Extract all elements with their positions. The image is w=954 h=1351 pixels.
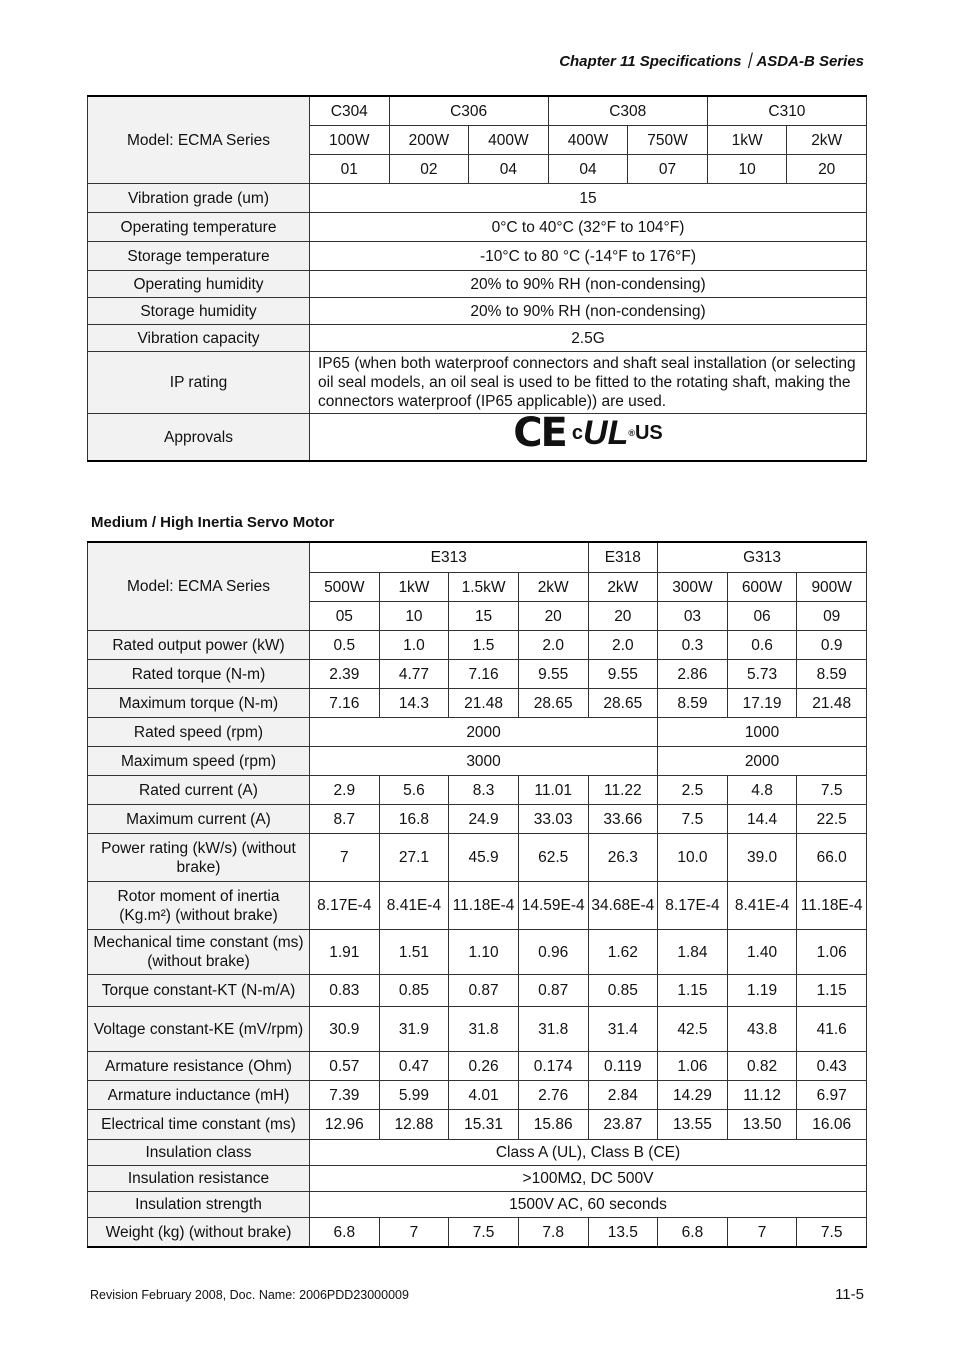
row-label: Rated output power (kW) xyxy=(88,631,310,660)
value-cell: 1.06 xyxy=(658,1052,728,1081)
value-cell: 2.5 xyxy=(658,776,728,805)
code-cell: 02 xyxy=(389,155,469,184)
power-cell: 400W xyxy=(548,126,628,155)
section-title: Medium / High Inertia Servo Motor xyxy=(91,514,335,531)
value-cell: 41.6 xyxy=(797,1007,867,1052)
table-row xyxy=(88,1192,867,1218)
code-cell: 03 xyxy=(658,602,728,631)
row-value: 20% to 90% RH (non-condensing) xyxy=(310,271,867,298)
value-cell: 1.19 xyxy=(727,975,797,1007)
value-cell: 1.15 xyxy=(797,975,867,1007)
value-cell: 1.5 xyxy=(449,631,519,660)
value-cell: 0.96 xyxy=(518,930,588,975)
row-label: Storage temperature xyxy=(88,242,310,271)
value-cell: 14.59E-4 xyxy=(518,882,588,930)
value-cell: 4.8 xyxy=(727,776,797,805)
value-cell: 7.5 xyxy=(797,776,867,805)
row-label: Insulation resistance xyxy=(88,1166,310,1192)
row-value: 0°C to 40°C (32°F to 104°F) xyxy=(310,213,867,242)
value-cell: 15.86 xyxy=(518,1110,588,1140)
value-cell: 28.65 xyxy=(518,689,588,718)
value-cell: 6.97 xyxy=(797,1081,867,1110)
value-cell: 16.06 xyxy=(797,1110,867,1140)
table-row xyxy=(88,631,867,660)
value-cell: 1000 xyxy=(658,718,867,747)
table-row xyxy=(88,1081,867,1110)
value-cell: 8.41E-4 xyxy=(727,882,797,930)
row-label: Rotor moment of inertia (Kg.m²) (without brake) xyxy=(88,882,310,930)
value-cell: 1.84 xyxy=(658,930,728,975)
value-cell: 1.0 xyxy=(379,631,449,660)
table-row xyxy=(88,213,867,242)
value-cell: 5.73 xyxy=(727,660,797,689)
value-cell: 8.59 xyxy=(797,660,867,689)
row-label: Maximum current (A) xyxy=(88,805,310,834)
page-number: 11-5 xyxy=(835,1286,864,1303)
power-cell: 1.5kW xyxy=(449,573,519,602)
row-label: Insulation strength xyxy=(88,1192,310,1218)
table-row xyxy=(88,689,867,718)
approvals-marks xyxy=(310,409,867,462)
table-row xyxy=(88,352,867,414)
table-row xyxy=(88,660,867,689)
value-cell: 8.41E-4 xyxy=(379,882,449,930)
table-row xyxy=(88,242,867,271)
code-cell: 04 xyxy=(548,155,628,184)
value-cell: 9.55 xyxy=(518,660,588,689)
value-cell: 7.5 xyxy=(658,805,728,834)
group-header: G313 xyxy=(658,542,867,573)
value-cell: 1.40 xyxy=(727,930,797,975)
value-cell: 12.96 xyxy=(310,1110,380,1140)
value-cell: 27.1 xyxy=(379,834,449,882)
group-header: C306 xyxy=(389,96,548,126)
value-cell: 31.8 xyxy=(449,1007,519,1052)
value-cell: 39.0 xyxy=(727,834,797,882)
power-cell: 100W xyxy=(310,126,390,155)
row-label: Armature resistance (Ohm) xyxy=(88,1052,310,1081)
value-cell: 0.5 xyxy=(310,631,380,660)
table-row xyxy=(88,718,867,747)
row-label: Rated current (A) xyxy=(88,776,310,805)
power-cell: 1kW xyxy=(707,126,787,155)
value-cell: 2000 xyxy=(658,747,867,776)
value-cell: 2.84 xyxy=(588,1081,658,1110)
row-value: -10°C to 80 °C (-14°F to 176°F) xyxy=(310,242,867,271)
value-cell: 21.48 xyxy=(797,689,867,718)
group-header: C310 xyxy=(707,96,866,126)
power-cell: 900W xyxy=(797,573,867,602)
table-row xyxy=(88,1110,867,1140)
value-cell: 2.0 xyxy=(588,631,658,660)
value-cell: 0.57 xyxy=(310,1052,380,1081)
row-label: Armature inductance (mH) xyxy=(88,1081,310,1110)
power-cell: 600W xyxy=(727,573,797,602)
table-row xyxy=(88,298,867,325)
value-cell: 7 xyxy=(379,1218,449,1248)
model-label: Model: ECMA Series xyxy=(88,542,310,631)
value-cell: 1.10 xyxy=(449,930,519,975)
value-cell: 8.17E-4 xyxy=(310,882,380,930)
row-value: IP65 (when both waterproof connectors and shaft seal installation (or selecting oil seal models, an oil seal is used to be fitted to the rotating shaft, making the connectors waterproof (IP65 applicable)) are used. xyxy=(310,352,867,414)
value-cell: 31.8 xyxy=(518,1007,588,1052)
value-cell: 34.68E-4 xyxy=(588,882,658,930)
code-cell: 15 xyxy=(449,602,519,631)
code-cell: 10 xyxy=(379,602,449,631)
code-cell: 05 xyxy=(310,602,380,631)
header-row-groups xyxy=(88,96,867,126)
value-cell: 13.50 xyxy=(727,1110,797,1140)
value-cell: 24.9 xyxy=(449,805,519,834)
value-cell: 22.5 xyxy=(797,805,867,834)
value-cell: 1500V AC, 60 seconds xyxy=(310,1192,867,1218)
value-cell: 33.03 xyxy=(518,805,588,834)
power-cell: 500W xyxy=(310,573,380,602)
table-row xyxy=(88,1140,867,1166)
power-cell: 300W xyxy=(658,573,728,602)
group-header: E318 xyxy=(588,542,658,573)
value-cell: 7.5 xyxy=(449,1218,519,1248)
value-cell: 28.65 xyxy=(588,689,658,718)
value-cell: 4.77 xyxy=(379,660,449,689)
value-cell: 1.51 xyxy=(379,930,449,975)
value-cell: 9.55 xyxy=(588,660,658,689)
table-row xyxy=(88,1166,867,1192)
value-cell: 1.15 xyxy=(658,975,728,1007)
row-label: IP rating xyxy=(88,352,310,414)
table-row xyxy=(88,805,867,834)
approvals-row xyxy=(88,414,867,462)
cul-us-mark-logo: c UL ® US xyxy=(571,413,663,452)
value-cell: 14.3 xyxy=(379,689,449,718)
value-cell: 0.26 xyxy=(449,1052,519,1081)
table-row xyxy=(88,325,867,352)
value-cell: 2000 xyxy=(310,718,658,747)
value-cell: 7 xyxy=(727,1218,797,1248)
power-cell: 200W xyxy=(389,126,469,155)
row-label: Vibration grade (um) xyxy=(88,184,310,213)
value-cell: Class A (UL), Class B (CE) xyxy=(310,1140,867,1166)
value-cell: 2.39 xyxy=(310,660,380,689)
value-cell: 2.9 xyxy=(310,776,380,805)
value-cell: 7.5 xyxy=(797,1218,867,1248)
value-cell: 1.06 xyxy=(797,930,867,975)
value-cell: 7.16 xyxy=(310,689,380,718)
power-cell: 2kW xyxy=(518,573,588,602)
value-cell: 11.18E-4 xyxy=(449,882,519,930)
value-cell: 23.87 xyxy=(588,1110,658,1140)
value-cell: 0.9 xyxy=(797,631,867,660)
value-cell: 16.8 xyxy=(379,805,449,834)
code-cell: 10 xyxy=(707,155,787,184)
table-row xyxy=(88,1052,867,1081)
value-cell: 0.82 xyxy=(727,1052,797,1081)
row-label: Vibration capacity xyxy=(88,325,310,352)
row-label: Maximum speed (rpm) xyxy=(88,747,310,776)
chapter-header: Chapter 11 Specifications｜ASDA-B Series xyxy=(559,53,864,70)
value-cell: 2.0 xyxy=(518,631,588,660)
table-row xyxy=(88,834,867,882)
group-header: C308 xyxy=(548,96,707,126)
table-row xyxy=(88,184,867,213)
weight-row xyxy=(88,1218,867,1248)
value-cell: 14.4 xyxy=(727,805,797,834)
value-cell: 11.18E-4 xyxy=(797,882,867,930)
code-cell: 04 xyxy=(469,155,549,184)
value-cell: 45.9 xyxy=(449,834,519,882)
value-cell: 4.01 xyxy=(449,1081,519,1110)
table-row xyxy=(88,930,867,975)
code-cell: 09 xyxy=(797,602,867,631)
value-cell: 13.5 xyxy=(588,1218,658,1248)
value-cell: 0.87 xyxy=(518,975,588,1007)
value-cell: 31.9 xyxy=(379,1007,449,1052)
power-cell: 2kW xyxy=(588,573,658,602)
row-label: Operating humidity xyxy=(88,271,310,298)
value-cell: 33.66 xyxy=(588,805,658,834)
value-cell: 21.48 xyxy=(449,689,519,718)
header-row-groups xyxy=(88,542,867,573)
value-cell: 0.119 xyxy=(588,1052,658,1081)
value-cell: 7 xyxy=(310,834,380,882)
code-cell: 20 xyxy=(787,155,867,184)
value-cell: 17.19 xyxy=(727,689,797,718)
footer-revision: Revision February 2008, Doc. Name: 2006PDD23000009 xyxy=(90,1288,409,1302)
value-cell: 14.29 xyxy=(658,1081,728,1110)
group-header: C304 xyxy=(310,96,390,126)
row-value: 2.5G xyxy=(310,325,867,352)
row-label: Torque constant-KT (N-m/A) xyxy=(88,975,310,1007)
value-cell: 8.59 xyxy=(658,689,728,718)
code-cell: 20 xyxy=(518,602,588,631)
model-label: Model: ECMA Series xyxy=(88,96,310,184)
value-cell: 6.8 xyxy=(310,1218,380,1248)
value-cell: 15.31 xyxy=(449,1110,519,1140)
value-cell: 2.76 xyxy=(518,1081,588,1110)
value-cell: 7.8 xyxy=(518,1218,588,1248)
table-row xyxy=(88,975,867,1007)
code-cell: 01 xyxy=(310,155,390,184)
row-label: Maximum torque (N-m) xyxy=(88,689,310,718)
value-cell: 26.3 xyxy=(588,834,658,882)
row-value: 20% to 90% RH (non-condensing) xyxy=(310,298,867,325)
code-cell: 20 xyxy=(588,602,658,631)
value-cell: 7.16 xyxy=(449,660,519,689)
group-header: E313 xyxy=(310,542,589,573)
value-cell: 5.99 xyxy=(379,1081,449,1110)
value-cell: 1.62 xyxy=(588,930,658,975)
value-cell: 0.85 xyxy=(379,975,449,1007)
power-cell: 2kW xyxy=(787,126,867,155)
value-cell: 0.85 xyxy=(588,975,658,1007)
value-cell: 0.47 xyxy=(379,1052,449,1081)
value-cell: 8.3 xyxy=(449,776,519,805)
value-cell: 6.8 xyxy=(658,1218,728,1248)
specs-table-medium-high-inertia xyxy=(87,541,867,1248)
row-value: 15 xyxy=(310,184,867,213)
row-label: Weight (kg) (without brake) xyxy=(88,1218,310,1248)
value-cell: 0.6 xyxy=(727,631,797,660)
value-cell: 10.0 xyxy=(658,834,728,882)
table-row xyxy=(88,747,867,776)
row-label: Rated speed (rpm) xyxy=(88,718,310,747)
row-label: Operating temperature xyxy=(88,213,310,242)
value-cell: 11.01 xyxy=(518,776,588,805)
row-label: Rated torque (N-m) xyxy=(88,660,310,689)
value-cell: 42.5 xyxy=(658,1007,728,1052)
value-cell: 1.91 xyxy=(310,930,380,975)
ce-mark-logo: CE xyxy=(513,409,566,456)
specs-table-low-inertia xyxy=(87,95,867,462)
value-cell: 30.9 xyxy=(310,1007,380,1052)
table-row xyxy=(88,776,867,805)
value-cell: >100MΩ, DC 500V xyxy=(310,1166,867,1192)
power-cell: 750W xyxy=(628,126,708,155)
row-label: Power rating (kW/s) (without brake) xyxy=(88,834,310,882)
table-row xyxy=(88,1007,867,1052)
value-cell: 11.12 xyxy=(727,1081,797,1110)
value-cell: 62.5 xyxy=(518,834,588,882)
value-cell: 0.43 xyxy=(797,1052,867,1081)
row-label: Storage humidity xyxy=(88,298,310,325)
row-label: Electrical time constant (ms) xyxy=(88,1110,310,1140)
value-cell: 3000 xyxy=(310,747,658,776)
value-cell: 7.39 xyxy=(310,1081,380,1110)
value-cell: 8.7 xyxy=(310,805,380,834)
value-cell: 12.88 xyxy=(379,1110,449,1140)
value-cell: 0.83 xyxy=(310,975,380,1007)
value-cell: 5.6 xyxy=(379,776,449,805)
value-cell: 11.22 xyxy=(588,776,658,805)
value-cell: 0.3 xyxy=(658,631,728,660)
row-label: Insulation class xyxy=(88,1140,310,1166)
power-cell: 1kW xyxy=(379,573,449,602)
code-cell: 07 xyxy=(628,155,708,184)
approvals-label: Approvals xyxy=(88,414,310,462)
code-cell: 06 xyxy=(727,602,797,631)
value-cell: 8.17E-4 xyxy=(658,882,728,930)
row-label: Mechanical time constant (ms) (without brake) xyxy=(88,930,310,975)
value-cell: 66.0 xyxy=(797,834,867,882)
value-cell: 43.8 xyxy=(727,1007,797,1052)
value-cell: 0.87 xyxy=(449,975,519,1007)
table-row xyxy=(88,271,867,298)
power-cell: 400W xyxy=(469,126,549,155)
value-cell: 0.174 xyxy=(518,1052,588,1081)
value-cell: 13.55 xyxy=(658,1110,728,1140)
table-row xyxy=(88,882,867,930)
value-cell: 31.4 xyxy=(588,1007,658,1052)
value-cell: 2.86 xyxy=(658,660,728,689)
row-label: Voltage constant-KE (mV/rpm) xyxy=(88,1007,310,1052)
